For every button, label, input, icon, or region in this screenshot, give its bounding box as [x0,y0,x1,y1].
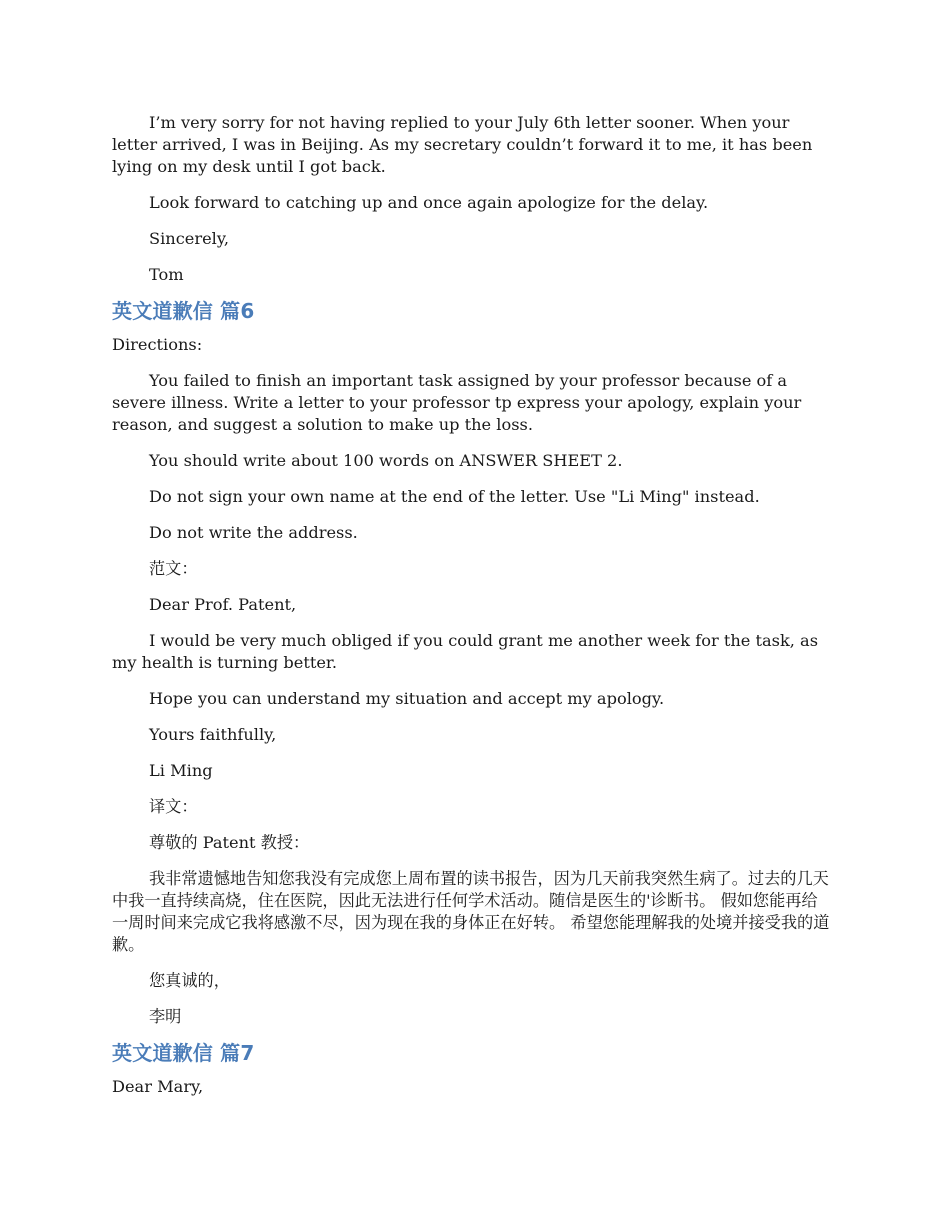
letter5-signature: Tom [149,265,184,284]
translation-closing: 您真诚的， [149,971,230,990]
translation-label: 译文： [149,797,198,816]
translation-signature: 李明 [149,1007,182,1026]
document-page [112,112,832,1112]
sample-greeting: Dear Prof. Patent, [149,595,297,614]
sample-body-1: I would be very much obliged if you could grant me another week for the task, as my health is turning better. [112,631,818,672]
directions-label: Directions: [112,335,203,354]
directions-paragraph-1: You failed to finish an important task assigned by your professor because of a severe illness. Write a letter to your professor tp express your apology, explain your reason, and suggest a solution to make up the loss. [112,371,802,434]
directions-paragraph-3: Do not sign your own name at the end of the letter. Use "Li Ming" instead. [149,487,760,506]
section7-heading: 英文道歉信 篇7 [112,1041,255,1065]
sample-label: 范文： [149,559,198,578]
section7-greeting: Dear Mary, [112,1077,204,1096]
translation-greeting: 尊敬的 Patent 教授： [149,833,310,852]
letter5-closing: Sincerely, [149,229,229,248]
translation-body: 我非常遗憾地告知您我没有完成您上周布置的读书报告，因为几天前我突然生病了。过去的几天中我一直持续高烧，住在医院，因此无法进行任何学术活动。随信是医生的'诊断书。 假如您能再给一周时间来完成它我将感激不尽，因为现在我的身体正在好转。 希望您能理解我的处境并接受我的道歉。 [112,869,830,954]
sample-body-2: Hope you can understand my situation and accept my apology. [149,689,665,708]
sample-closing: Yours faithfully, [149,725,277,744]
letter5-paragraph-1: I’m very sorry for not having replied to your July 6th letter sooner. When your letter arrived, I was in Beijing. As my secretary couldn’t forward it to me, it has been lying on my desk until I got back. [112,113,813,176]
directions-paragraph-2: You should write about 100 words on ANSWER SHEET 2. [149,451,623,470]
directions-paragraph-4: Do not write the address. [149,523,358,542]
section6-heading: 英文道歉信 篇6 [112,299,255,323]
letter5-paragraph-2: Look forward to catching up and once again apologize for the delay. [149,193,709,212]
sample-signature: Li Ming [149,761,213,780]
